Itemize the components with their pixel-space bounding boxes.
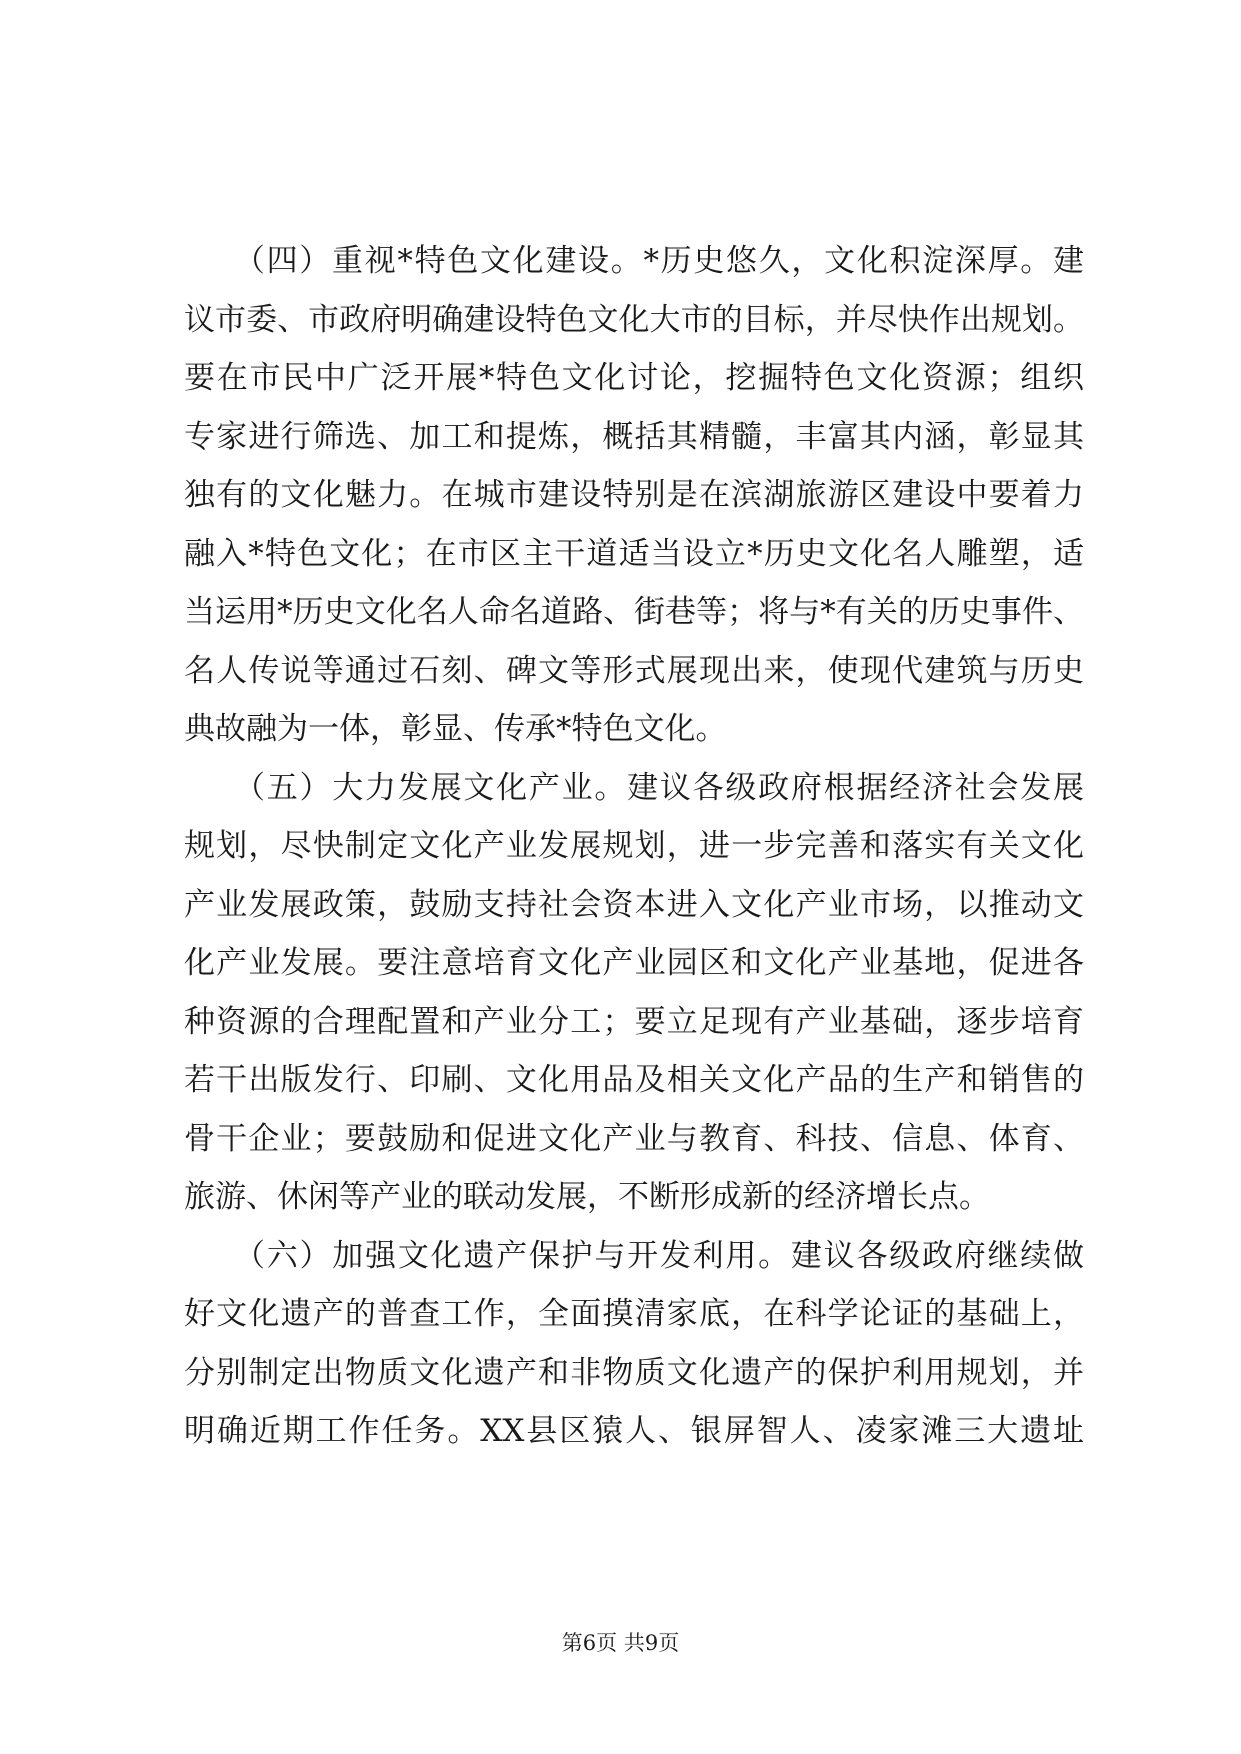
text-line: （四）重视*特色文化建设。*历史悠久，文化积淀深厚。建 [184,243,1084,279]
text-line: 名人传说等通过石刻、碑文等形式展现出来，使现代建筑与历史 [184,652,1084,689]
text-line: 种资源的合理配置和产业分工；要立足现有产业基础，逐步培育 [184,1003,1084,1040]
text-line: 独有的文化魅力。在城市建设特别是在滨湖旅游区建设中要着力 [184,477,1084,513]
text-line: 好文化遗产的普查工作，全面摸清家底，在科学论证的基础上， [184,1296,1084,1332]
text-line: 若干出版发行、印刷、文化用品及相关文化产品的生产和销售的 [184,1062,1084,1098]
text-line: 明确近期工作任务。XX县区猿人、银屏智人、凌家滩三大遗址 [184,1413,1084,1449]
text-line: （六）加强文化遗产保护与开发利用。建议各级政府继续做 [184,1237,1084,1274]
text-line: 规划，尽快制定文化产业发展规划，进一步完善和落实有关文化 [184,828,1084,864]
text-line: 议市委、市政府明确建设特色文化大市的目标，并尽快作出规划。 [184,301,1084,338]
text-line: 典故融为一体，彰显、传承*特色文化。 [184,711,727,747]
paragraph-five [184,759,1084,1227]
text-line: 融入*特色文化；在市区主干道适当设立*历史文化名人雕塑，适 [184,535,1084,572]
text-line: 分别制定出物质文化遗产和非物质文化遗产的保护利用规划，并 [184,1354,1084,1391]
text-line: 旅游、休闲等产业的联动发展，不断形成新的经济增长点。 [184,1179,990,1215]
paragraph-six [184,1227,1084,1461]
text-line: 当运用*历史文化名人命名道路、街巷等；将与*有关的历史事件、 [184,594,1084,630]
text-line: （五）大力发展文化产业。建议各级政府根据经济社会发展 [184,769,1084,806]
document-body [184,232,1084,1461]
text-line: 专家进行筛选、加工和提炼，概括其精髓，丰富其内涵，彰显其 [184,418,1084,455]
paragraph-four [184,232,1084,759]
text-line: 化产业发展。要注意培育文化产业园区和文化产业基地，促进各 [184,945,1084,981]
text-line: 骨干企业；要鼓励和促进文化产业与教育、科技、信息、体育、 [184,1120,1084,1157]
text-line: 要在市民中广泛开展*特色文化讨论，挖掘特色文化资源；组织 [184,360,1084,396]
text-line: 产业发展政策，鼓励支持社会资本进入文化产业市场，以推动文 [184,886,1084,923]
page-number: 第6页 共9页 [561,1631,680,1655]
